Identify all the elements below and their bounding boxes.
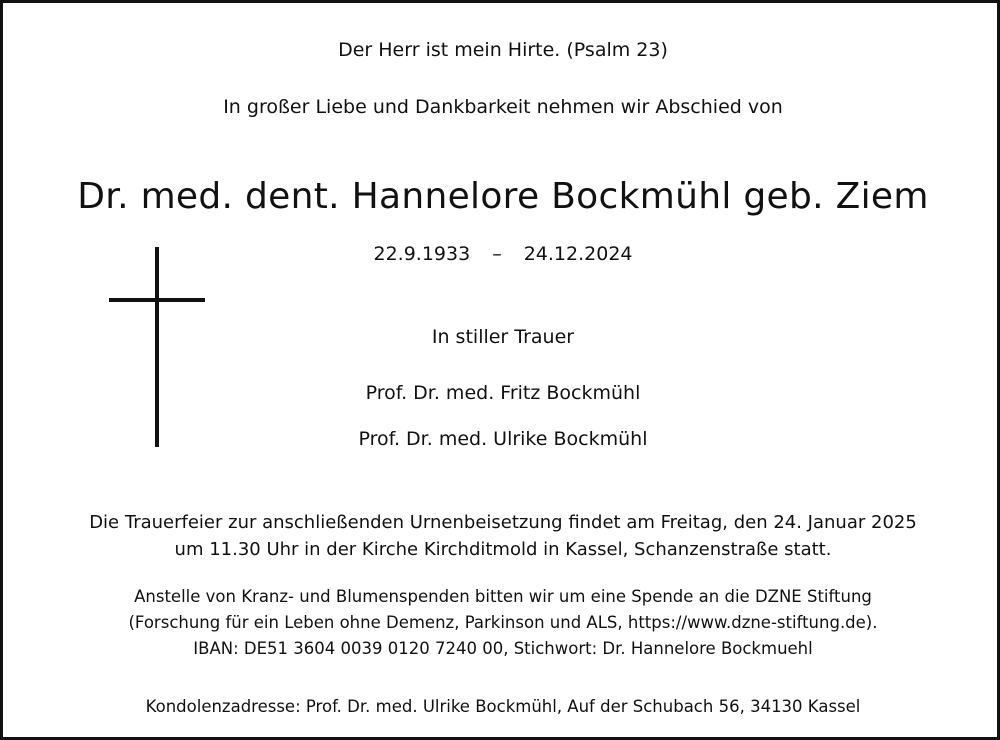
donation-iban-line: IBAN: DE51 3604 0039 0120 7240 00, Stichwort: Dr. Hannelore Bockmuehl (193, 639, 813, 658)
latin-cross-icon (109, 247, 205, 447)
birth-date: 22.9.1933 (373, 243, 471, 265)
death-date: 24.12.2024 (523, 243, 633, 265)
donation-text-line: (Forschung für ein Leben ohne Demenz, Parkinson und ALS, https://www.dzne-stiftung.de). (128, 613, 878, 632)
farewell-intro: In großer Liebe und Dankbarkeit nehmen wir Abschied von (223, 96, 783, 118)
psalm-quote: Der Herr ist mein Hirte. (Psalm 23) (338, 39, 668, 61)
date-separator: – (492, 243, 502, 265)
condolence-address: Kondolenzadresse: Prof. Dr. med. Ulrike Bockmühl, Auf der Schubach 56, 34130 Kassel (145, 697, 861, 716)
signatory-name: Prof. Dr. med. Fritz Bockmühl (365, 382, 641, 404)
mourning-line: In stiller Trauer (431, 326, 575, 348)
deceased-name: Dr. med. dent. Hannelore Bockmühl geb. Ziem (77, 176, 929, 217)
signatory-name: Prof. Dr. med. Ulrike Bockmühl (358, 428, 648, 450)
donation-text-line: Anstelle von Kranz- und Blumenspenden bitten wir um eine Spende an die DZNE Stiftung (134, 587, 872, 606)
ceremony-text-line: Die Trauerfeier zur anschließenden Urnenbeisetzung findet am Freitag, den 24. Januar 2025 (89, 512, 917, 533)
cross-horizontal-bar (109, 298, 205, 302)
cross-vertical-bar (155, 247, 159, 447)
ceremony-text-line: um 11.30 Uhr in der Kirche Kirchditmold in Kassel, Schanzenstraße statt. (174, 539, 832, 560)
